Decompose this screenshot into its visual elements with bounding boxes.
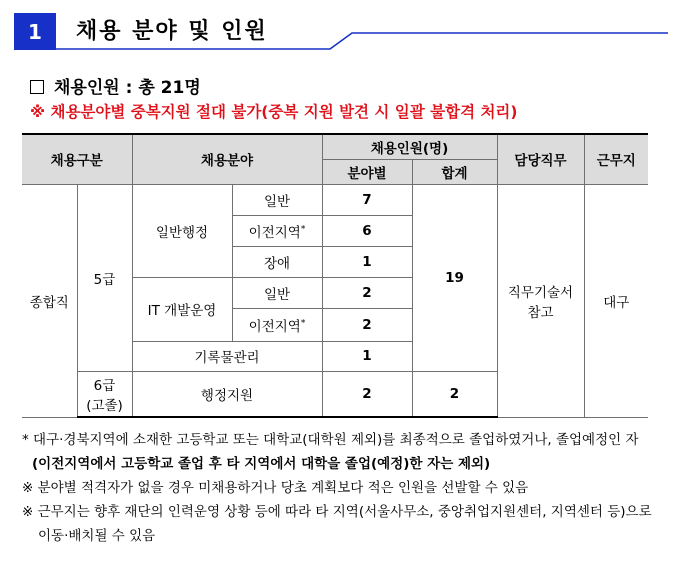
header-field: 채용분야 <box>132 134 322 184</box>
headcount-summary <box>30 73 201 98</box>
duty-line2: 참고 <box>527 304 554 321</box>
field-cell: 이전지역* <box>232 308 322 341</box>
count-cell: 2 <box>322 371 412 417</box>
header-location: 근무지 <box>584 134 648 184</box>
header-total: 합계 <box>412 159 497 184</box>
section-underline <box>0 0 679 60</box>
header-category: 채용구분 <box>22 134 132 184</box>
category-cell: 종합직 <box>22 184 77 417</box>
duplicate-warning: ※ 채용분야별 중복지원 절대 불가(중복 지원 발견 시 일괄 불합격 처리) <box>30 103 518 121</box>
field-cell: 이전지역* <box>232 215 322 246</box>
field-cell: 기록물관리 <box>132 341 322 371</box>
recruitment-table <box>22 133 648 418</box>
header-headcount: 채용인원(명) <box>322 134 497 159</box>
header-by-field: 분야별 <box>322 159 412 184</box>
note-1: * 대구·경북지역에 소재한 고등학교 또는 대학교(대학원 제외)를 최종적으로 졸업하였거나, 졸업예정인 자 <box>22 432 639 448</box>
checkbox-square-icon <box>30 80 44 94</box>
count-cell: 6 <box>322 215 412 246</box>
count-cell: 2 <box>322 277 412 308</box>
group-admin-cell: 일반행정 <box>132 184 232 277</box>
count-cell: 1 <box>322 341 412 371</box>
field-cell: 일반 <box>232 277 322 308</box>
total-6-cell: 2 <box>412 371 497 417</box>
duty-cell <box>497 184 584 417</box>
note-2: ※ 분야별 적격자가 없을 경우 미채용하거나 당초 계획보다 적은 인원을 선발할 수 있음 <box>22 480 529 496</box>
duty-line1: 직무기술서 <box>507 284 574 301</box>
section-title: 채용 분야 및 인원 <box>76 19 268 44</box>
total-5-cell: 19 <box>412 184 497 371</box>
field-cell: 행정지원 <box>132 371 322 417</box>
note-1-bold: (이전지역에서 고등학교 졸업 후 타 지역에서 대학을 졸업(예정)한 자는 제외) <box>32 456 491 472</box>
field-cell: 일반 <box>232 184 322 215</box>
grade5-cell: 5급 <box>77 184 132 371</box>
notes <box>22 428 652 548</box>
count-cell: 7 <box>322 184 412 215</box>
count-cell: 2 <box>322 308 412 341</box>
count-cell: 1 <box>322 246 412 277</box>
note-3: ※ 근무지는 향후 재단의 인력운영 상황 등에 따라 타 지역(서울사무소, 중앙취업지원센터, 지역센터 등)으로 <box>22 504 652 520</box>
header-duty: 담당직무 <box>497 134 584 184</box>
summary-text: 채용인원 : 총 21명 <box>54 78 201 98</box>
section-number: 1 <box>14 13 56 50</box>
location-cell: 대구 <box>584 184 648 417</box>
note-3-cont: 이동·배치될 수 있음 <box>38 528 156 544</box>
grade6-cell: 6급 (고졸) <box>77 371 132 417</box>
field-cell: 장애 <box>232 246 322 277</box>
group-it-cell: IT 개발운영 <box>132 277 232 341</box>
